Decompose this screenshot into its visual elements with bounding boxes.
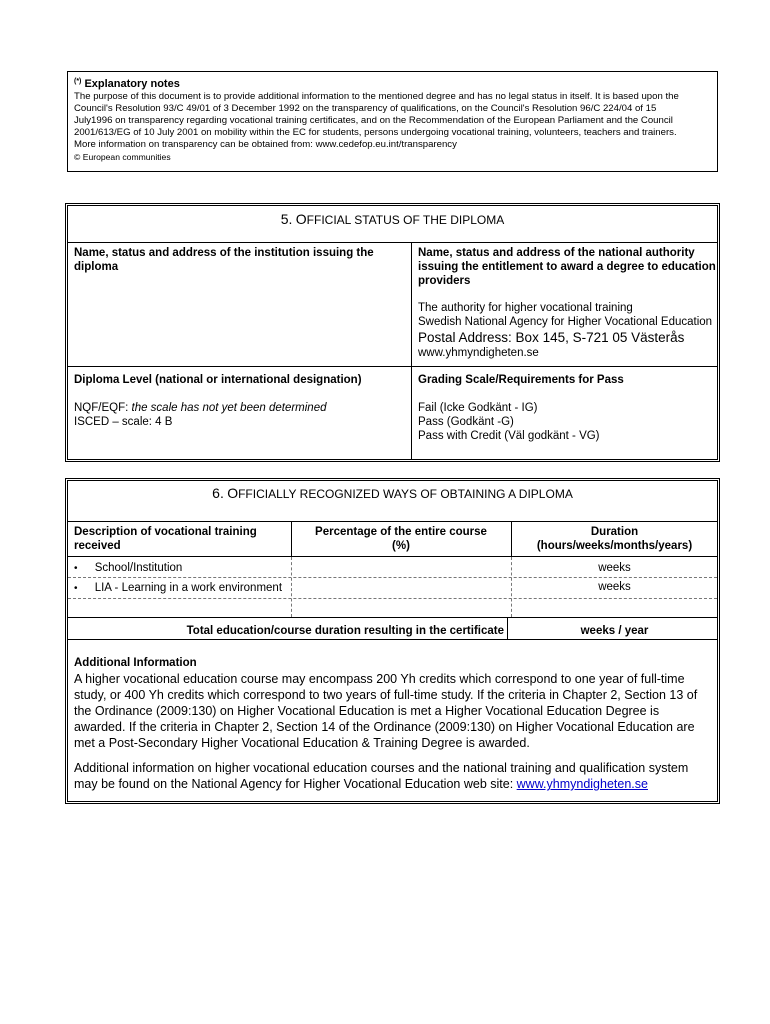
section-6-title: 6. OFFICIALLY RECOGNIZED WAYS OF OBTAINING A DIPLOMA [212,485,573,501]
divider [291,521,292,556]
authority-header: Name, status and address of the national authority issuing the entitlement to award a degree to education providers [418,247,716,287]
grading-scale-header: Grading Scale/Requirements for Pass [418,374,624,386]
row-duration: weeks [598,562,631,574]
divider [68,639,717,640]
row-description: School/Institution [94,562,183,574]
divider [507,617,508,639]
bullet: • [74,583,78,594]
total-duration-value: weeks / year [580,625,649,637]
row-divider [68,598,717,599]
section-5-title: 5. OFFICIAL STATUS OF THE DIPLOMA [280,211,505,227]
footnote-marker: (*) [74,78,82,85]
yhmyndigheten-link[interactable]: www.yhmyndigheten.se [516,777,648,791]
divider [511,521,512,556]
section-6-recognized-ways [65,478,720,804]
additional-info-text: A higher vocational education course may encompass 200 Yh credits which correspond to one year of full-time study, or 400 Yh credits which correspond to two years of full-time study. If the criteria in Chapter 2, Section 13 of the Ordinance (2009:130) on Higher Vocational Education is met a Higher Vocational Education Degree is awarded. If the criteria in Chapter 2, Section 14 of the Ordinance (2009:130) on Higher Vocational Education are met a Post-Secondary Higher Vocational Education & Training Degree is awarded. [74,672,698,750]
total-duration-label: Total education/course duration resulting in the certificate [186,625,504,637]
grading-scale-values: Fail (Icke Godkänt - IG) Pass (Godkänt -G) Pass with Credit (Väl godkänt - VG) [418,402,600,442]
additional-info-title: Additional Information [74,657,197,669]
explanatory-notes-box [67,71,718,172]
divider [68,521,717,522]
divider [411,242,412,459]
notes-line-4: 2001/613/EG of 10 July 2001 on mobility within the EC for students, persons undergoing vocational training, volunteers, teachers and trainers. [74,127,677,139]
explanatory-notes-title: (*) Explanatory notes [74,78,180,90]
divider [68,617,717,618]
row-divider [68,577,717,578]
notes-line-3: July1996 on transparency regarding vocational training certificates, and on the Recommendation of the European Parliament and the Council [74,115,673,127]
divider [68,556,717,557]
row-description: LIA - Learning in a work environment [94,582,283,594]
description-column-header: Description of vocational training received [74,526,257,552]
table-row [74,561,182,576]
additional-info-more: Additional information on higher vocational education courses and the national training and qualification system may be found on the National Agency for Higher Vocational Education web site: www.yhmyndigheten.se [74,761,689,791]
copyright-notice: © European communities [74,152,171,163]
duration-column-header: Duration (hours/weeks/months/years) [536,526,693,552]
notes-line-1: The purpose of this document is to provide additional information to the mentioned degree and has no legal status in itself. It is based upon the [74,91,679,102]
table-row [74,581,282,596]
diploma-level-values: NQF/EQF: the scale has not yet been determined ISCED – scale: 4 B [74,402,327,428]
percentage-column-header: Percentage of the entire course (%) [315,526,487,552]
bullet: • [74,563,78,574]
institution-header: Name, status and address of the institution issuing the diploma [74,247,374,273]
divider [68,242,717,243]
section-5-official-status [65,203,720,462]
column-divider [291,557,292,617]
notes-line-2: Council's Resolution 93/C 49/01 of 3 December 1992 on the transparency of qualifications, on the Council's Resolution 96/C 224/04 of 15 [74,103,657,115]
row-duration: weeks [598,581,631,593]
notes-more-info: More information on transparency can be obtained from: www.cedefop.eu.int/transparency [74,139,457,151]
divider [68,366,717,367]
authority-details: The authority for higher vocational training Swedish National Agency for Higher Vocational Education Postal Address: Box 145, S-721 05 Västerås www.yhmyndigheten.se [418,302,713,359]
diploma-level-header: Diploma Level (national or international designation) [74,374,362,386]
